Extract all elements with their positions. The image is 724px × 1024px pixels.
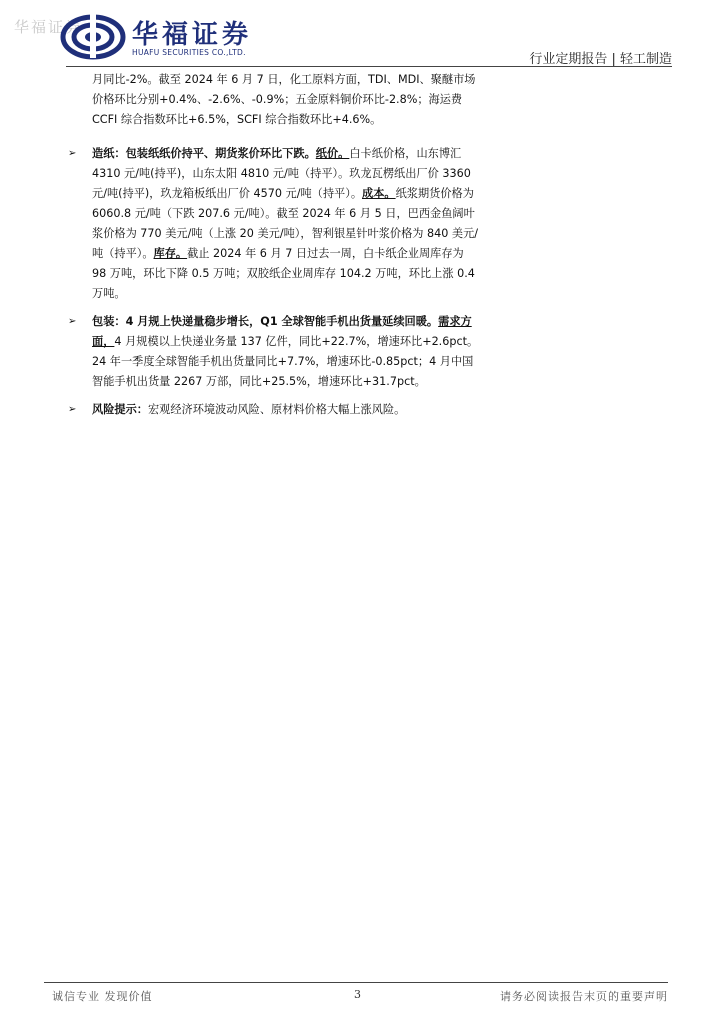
paper-section-title: 造纸：包装纸纸价持平、期货浆价环比下跌。 bbox=[92, 147, 316, 160]
risk-section-title: 风险提示： bbox=[92, 403, 148, 416]
packaging-section-title: 包装：4 月规上快递量稳步增长，Q1 全球智能手机出货量延续回暖。 bbox=[92, 315, 439, 328]
paper-price-text: 白卡纸价格，山东博汇 4310 元/吨(持平)，山东太阳 4810 元/吨（持平）。玖龙瓦楞纸出厂价 3360 元/吨(持平)，玖龙箱板纸出厂价 4570 元/吨（持平）。 bbox=[92, 147, 471, 200]
packaging-section bbox=[68, 312, 480, 392]
company-logo bbox=[60, 12, 270, 62]
report-category: 行业定期报告 | 轻工制造 bbox=[529, 52, 672, 67]
logo-name-en: HUAFU SECURITIES CO.,LTD. bbox=[132, 48, 246, 57]
header-divider bbox=[66, 66, 672, 67]
continuation-text: 月同比-2%。截至 2024 年 6 月 7 日，化工原料方面，TDI、MDI、聚醚市场价格环比分别+0.4%、-2.6%、-0.9%；五金原料铜价环比-2.8%；海运费 CCFI 综合指数环比+6.5%，SCFI 综合指数环比+4.6%。 bbox=[92, 73, 476, 126]
footer-disclaimer-note: 请务必阅读报告末页的重要声明 bbox=[500, 990, 668, 1003]
continuation-paragraph bbox=[68, 70, 480, 130]
packaging-demand-text: 4 月规模以上快递业务量 137 亿件，同比+22.7%，增速环比+2.6pct。24 年一季度全球智能手机出货量同比+7.7%，增速环比-0.85pct；4 月中国智能手机出货量 2267 万部，同比+25.5%，增速环比+31.7pct。 bbox=[92, 335, 479, 388]
footer-divider bbox=[44, 982, 668, 983]
risk-text: 宏观经济环境波动风险、原材料价格大幅上涨风险。 bbox=[147, 403, 406, 416]
paper-cost-text: 纸浆期货价格为 6060.8 元/吨（下跌 207.6 元/吨）。截至 2024 年 6 月 5 日，巴西金鱼阔叶浆价格为 770 美元/吨（上涨 20 美元/吨），智利银星针叶浆价格为 840 美元/吨（持平）。 bbox=[92, 187, 479, 260]
footer-slogan: 诚信专业 发现价值 bbox=[52, 990, 153, 1003]
report-body bbox=[68, 70, 480, 428]
paper-inventory-label: 库存。 bbox=[153, 247, 188, 260]
bullet-arrow-icon: ➢ bbox=[68, 404, 77, 415]
logo-name-cn: 华福证券 bbox=[132, 20, 253, 50]
huafu-logo-icon bbox=[60, 12, 126, 60]
watermark-text: 华福证券 bbox=[14, 18, 83, 36]
paper-cost-label: 成本。 bbox=[362, 187, 396, 200]
bullet-arrow-icon: ➢ bbox=[68, 148, 77, 159]
risk-section bbox=[68, 400, 480, 420]
bullet-arrow-icon: ➢ bbox=[68, 316, 77, 327]
paper-inventory-text: 截止 2024 年 6 月 7 日过去一周，白卡纸企业周库存为 98 万吨，环比下降 0.5 万吨；双胶纸企业周库存 104.2 万吨，环比上涨 0.4 万吨。 bbox=[92, 247, 475, 300]
page-number: 3 bbox=[354, 988, 361, 1001]
paper-section bbox=[68, 144, 480, 304]
packaging-demand-label: 需求方面， bbox=[92, 315, 472, 348]
paper-price-label: 纸价。 bbox=[315, 147, 350, 160]
